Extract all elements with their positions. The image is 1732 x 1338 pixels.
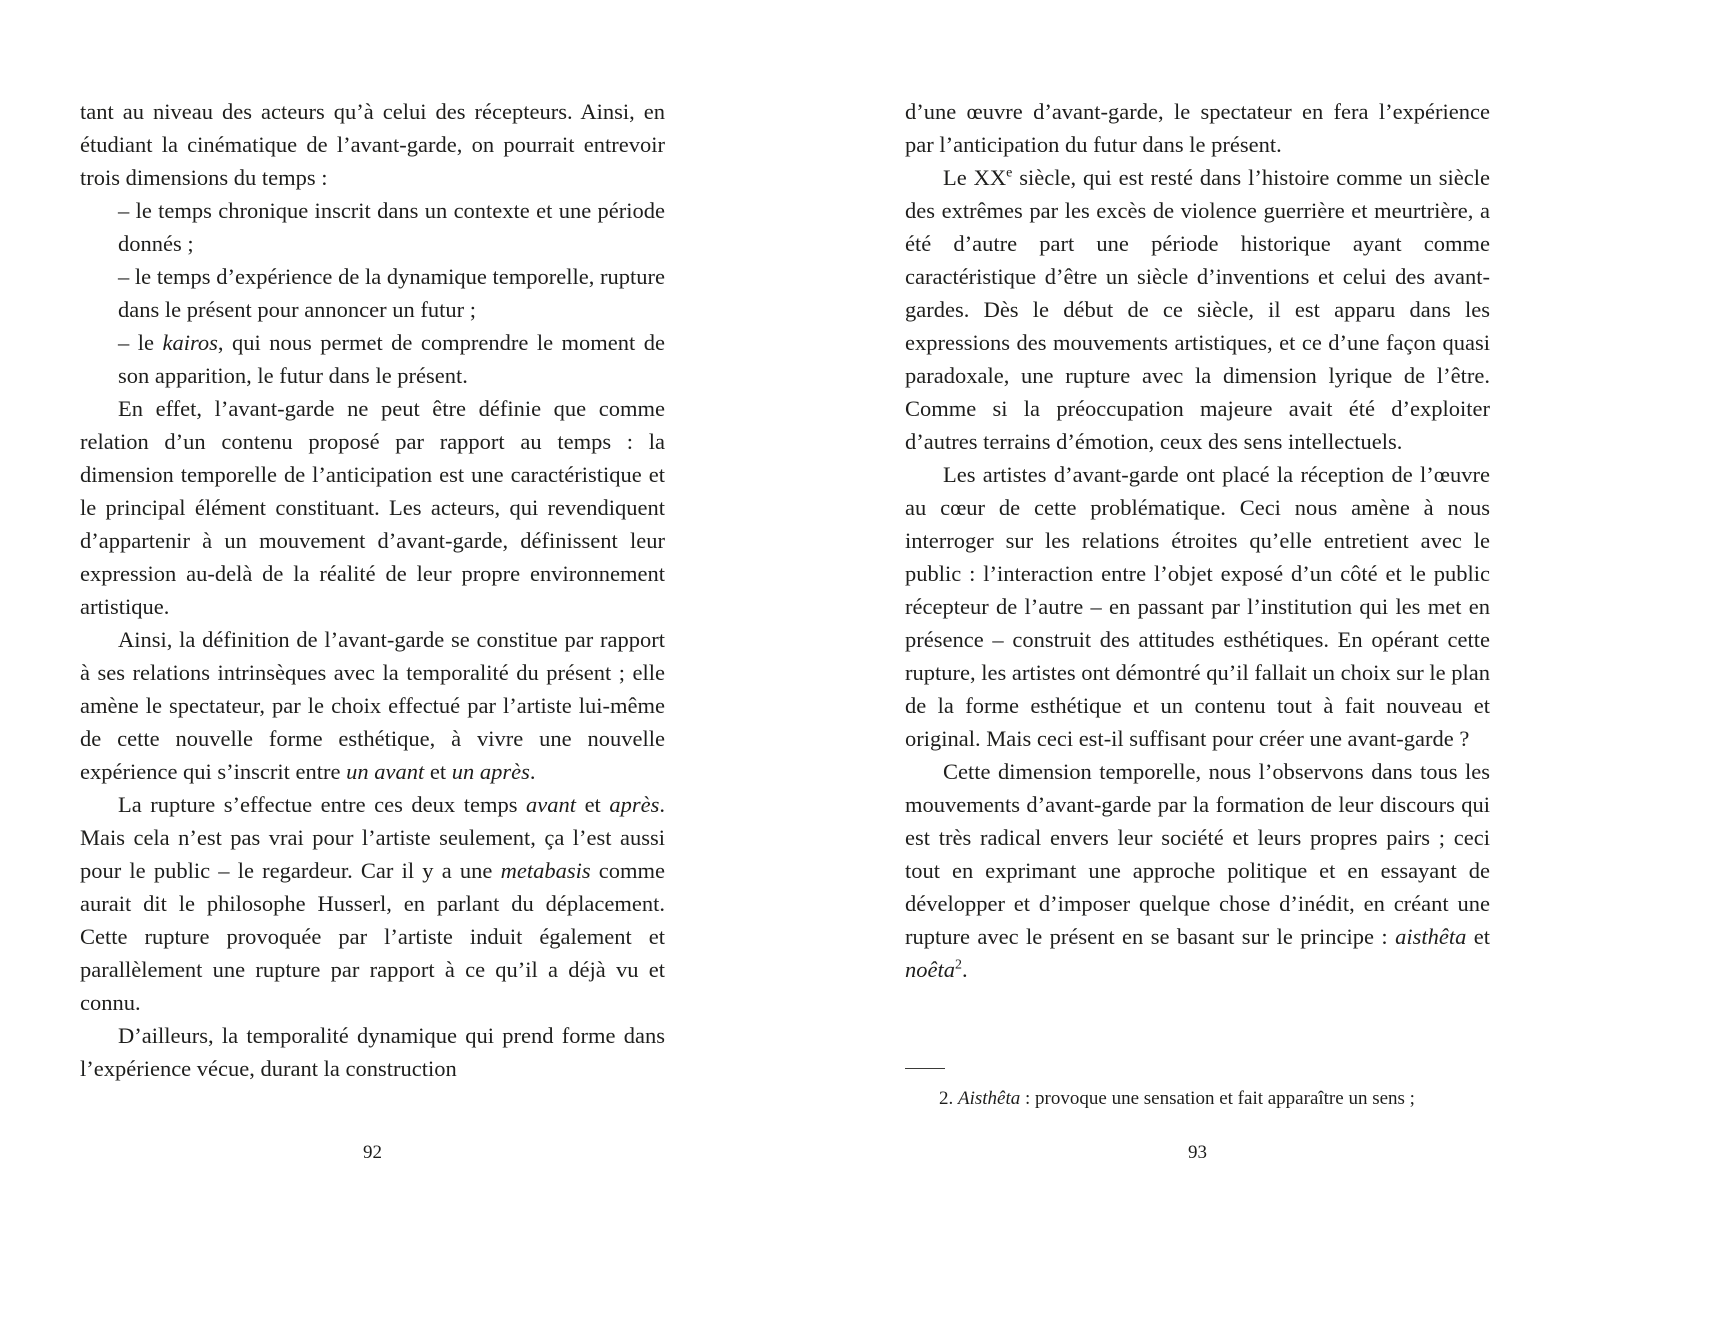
text-run: et (424, 759, 452, 784)
text-run: En effet, l’avant-garde ne peut être définie que comme relation d’un contenu proposé par rapport au temps : la dimension temporelle de l’anticipation est une caractéristique et le principal élément constituant. Les acteurs, qui revendiquent d’appartenir à un mouvement d’avant-garde, définissent leur expression au-delà de la réalité de leur propre environnement artistique. (80, 396, 665, 619)
paragraph (80, 95, 665, 194)
text-run: 2 (955, 957, 962, 973)
text-run: tant au niveau des acteurs qu’à celui des récepteurs. Ainsi, en étudiant la cinématique de l’avant-garde, on pourrait entrevoir trois dimensions du temps : (80, 99, 665, 190)
right-page (905, 0, 1490, 1338)
footnote-text (905, 1085, 1490, 1112)
italic-text-run: avant (526, 792, 577, 817)
left-page-body (80, 95, 665, 1085)
italic-text-run: noêta (905, 957, 955, 982)
text-run: : provoque une sensation et fait apparaître un sens ; (1020, 1088, 1415, 1109)
text-run: . Mais cela n’est pas vrai pour l’artiste seulement, ça l’est aussi pour le public – le regardeur. Car il y a une (80, 792, 665, 883)
text-run: . (529, 759, 536, 784)
text-run: 2. (939, 1088, 958, 1109)
paragraph (905, 755, 1490, 986)
text-run: Le XX (943, 165, 1007, 190)
italic-text-run: kairos (162, 330, 218, 355)
text-run: . (961, 957, 968, 982)
text-run: , qui nous permet de comprendre le moment de son apparition, le futur dans le présent. (118, 330, 666, 388)
italic-text-run: un avant (346, 759, 425, 784)
paragraph (80, 392, 665, 623)
right-page-body (905, 95, 1490, 986)
paragraph (80, 788, 665, 1019)
text-run: – le temps d’expérience de la dynamique temporelle, rupture dans le présent pour annoncer un futur ; (118, 264, 665, 322)
italic-text-run: aisthêta (1395, 924, 1467, 949)
italic-text-run: metabasis (500, 858, 591, 883)
list-paragraph (80, 260, 665, 326)
left-page (80, 0, 665, 1338)
paragraph (905, 95, 1490, 161)
text-run: Ainsi, la définition de l’avant-garde se constitue par rapport à ses relations intrinsèques avec la temporalité du présent ; elle amène le spectateur, par le choix effectué par l’artiste lui-même de cette nouvelle forme esthétique, à vivre une nouvelle expérience qui s’inscrit entre (80, 627, 665, 784)
text-run: D’ailleurs, la temporalité dynamique qui prend forme dans l’expérience vécue, durant la construction (80, 1023, 665, 1081)
italic-text-run: un après (451, 759, 530, 784)
text-run: e (1006, 165, 1013, 181)
italic-text-run: après (609, 792, 660, 817)
text-run: – le temps chronique inscrit dans un contexte et une période donnés ; (118, 198, 665, 256)
paragraph (80, 1019, 665, 1085)
paragraph (905, 161, 1490, 458)
left-page-number: 92 (363, 1142, 382, 1163)
paragraph (80, 623, 665, 788)
text-run: et (1466, 924, 1490, 949)
text-run: d’une œuvre d’avant-garde, le spectateur en fera l’expérience par l’anticipation du futur dans le présent. (905, 99, 1490, 157)
text-run: et (576, 792, 610, 817)
list-paragraph (80, 326, 665, 392)
paragraph (905, 458, 1490, 755)
text-run: siècle, qui est resté dans l’histoire comme un siècle des extrêmes par les excès de violence guerrière et meurtrière, a été d’autre part une période historique ayant comme caractéristique d’être un siècle d’inventions et celui des avant-gardes. Dès le début de ce siècle, il est apparu dans les expressions des mouvements artistiques, et ce d’une façon quasi paradoxale, une rupture avec la dimension lyrique de l’être. Comme si la préoccupation majeure avait été d’exploiter d’autres terrains d’émotion, ceux des sens intellectuels. (905, 165, 1490, 454)
text-run: comme aurait dit le philosophe Husserl, en parlant du déplacement. Cette rupture provoquée par l’artiste induit également et parallèlement une rupture par rapport à ce qu’il a déjà vu et connu. (80, 858, 665, 1015)
text-run: – le (118, 330, 163, 355)
text-run: La rupture s’effectue entre ces deux temps (118, 792, 527, 817)
list-paragraph (80, 194, 665, 260)
footnote-rule (905, 1068, 945, 1069)
text-run: Les artistes d’avant-garde ont placé la réception de l’œuvre au cœur de cette problématique. Ceci nous amène à nous interroger sur les relations étroites qu’elle entretient avec le public : l’interaction entre l’objet exposé d’un côté et le public récepteur de l’autre – en passant par l’institution qui les met en présence – construit des attitudes esthétiques. En opérant cette rupture, les artistes ont démontré qu’il fallait un choix sur le plan de la forme esthétique et un contenu tout à fait nouveau et original. Mais ceci est-il suffisant pour créer une avant-garde ? (905, 462, 1490, 751)
footnote (905, 1068, 1490, 1112)
italic-text-run: Aisthêta (958, 1088, 1021, 1109)
text-run: Cette dimension temporelle, nous l’observons dans tous les mouvements d’avant-garde par la formation de leur discours qui est très radical envers leur société et leurs propres pairs ; ceci tout en exprimant une approche politique et en essayant de développer et d’imposer quelque chose d’inédit, en créant une rupture avec le présent en se basant sur le principe : (905, 759, 1490, 949)
right-page-number: 93 (1188, 1142, 1207, 1163)
